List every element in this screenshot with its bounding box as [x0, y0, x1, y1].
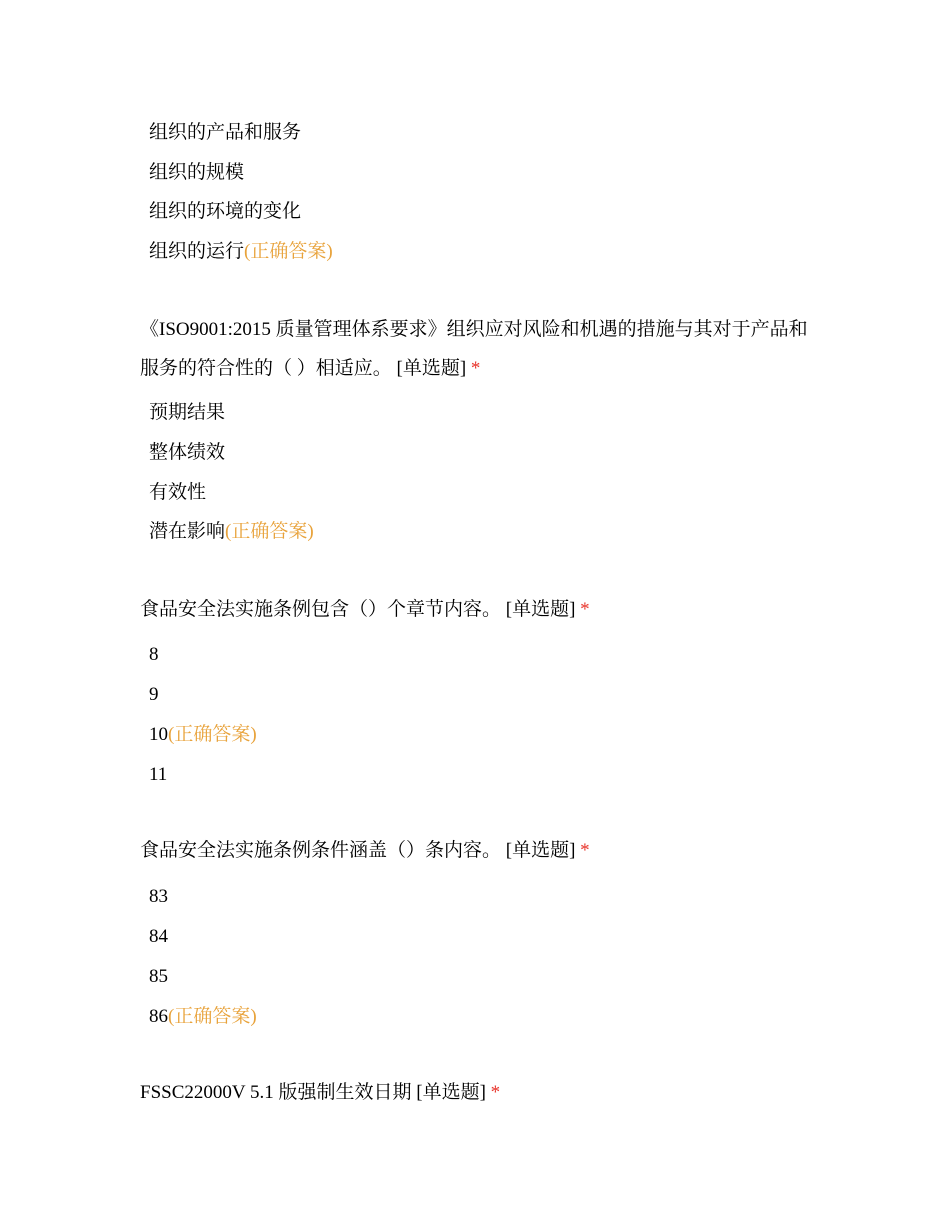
option: 整体绩效 — [149, 442, 226, 463]
option: 组织的环境的变化 — [149, 201, 302, 222]
correct-answer-marker: (正确答案) — [225, 521, 314, 542]
question-title: 《ISO9001:2015 质量管理体系要求》组织应对风险和机遇的措施与其对于产品和服务的符合性的（ ）相适应。 [单选题] * — [140, 319, 808, 379]
option: 83 — [149, 886, 168, 907]
required-marker: * — [580, 599, 590, 620]
option: 9 — [149, 684, 159, 705]
option: 10(正确答案) — [149, 724, 257, 745]
option: 84 — [149, 926, 168, 947]
question-title: 食品安全法实施条例条件涵盖（）条内容。 [单选题] * — [140, 840, 590, 861]
question-type-label: [单选题] — [396, 358, 467, 379]
question-type-label: [单选题] — [505, 599, 576, 620]
option: 85 — [149, 966, 168, 987]
option: 组织的规模 — [149, 162, 245, 183]
required-marker: * — [580, 840, 590, 861]
option: 86(正确答案) — [149, 1006, 257, 1027]
correct-answer-marker: (正确答案) — [168, 1006, 257, 1027]
correct-answer-marker: (正确答案) — [244, 241, 333, 262]
required-marker: * — [490, 1082, 501, 1103]
option: 组织的运行(正确答案) — [149, 241, 333, 262]
option: 潜在影响(正确答案) — [149, 521, 314, 542]
option: 8 — [149, 644, 159, 665]
option: 有效性 — [149, 482, 207, 503]
question-type-label: [单选题] — [416, 1082, 486, 1103]
question-type-label: [单选题] — [505, 840, 576, 861]
question-title: 食品安全法实施条例包含（）个章节内容。 [单选题] * — [140, 599, 590, 620]
required-marker: * — [470, 358, 481, 379]
option: 11 — [149, 764, 168, 785]
option: 组织的产品和服务 — [149, 122, 302, 143]
question-title: FSSC22000V 5.1 版强制生效日期 [单选题] * — [140, 1082, 501, 1103]
correct-answer-marker: (正确答案) — [168, 724, 257, 745]
option: 预期结果 — [149, 402, 226, 423]
